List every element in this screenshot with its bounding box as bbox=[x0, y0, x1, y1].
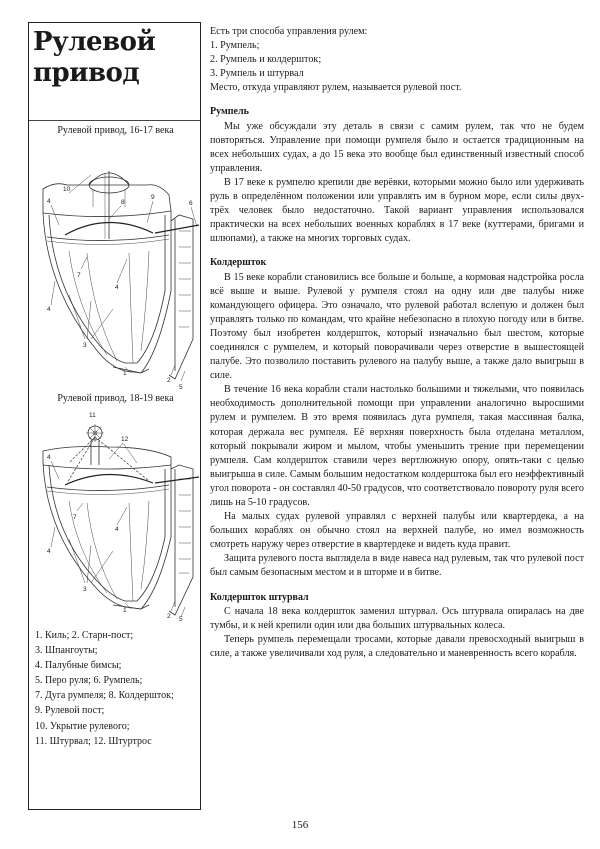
figure2-numbers bbox=[47, 412, 183, 622]
sidebar-title-line2: привод bbox=[33, 58, 140, 88]
paragraph: Теперь румпель перемещали тросами, которые давали превосходный выигрыш в силе, а также увеличивали ход руля, а следовательно и маневренность всего корабля. bbox=[210, 633, 584, 659]
paragraph: Защита рулевого поста выглядела в виде навеса над рулевым, так что рулевой пост был самым безопасным местом и в шторме и в битве. bbox=[210, 553, 584, 579]
fig1-label-6: 6 bbox=[189, 200, 193, 207]
figure1-steering-diagram bbox=[29, 141, 202, 391]
fig1-label-8: 8 bbox=[121, 199, 125, 206]
legend-row: 10. Укрытие рулевого; bbox=[35, 720, 130, 732]
fig2-label-1: 1 bbox=[123, 607, 127, 614]
fig2-label-11: 11 bbox=[89, 412, 96, 419]
fig2-label-4a: 4 bbox=[47, 454, 51, 461]
fig1-label-4a: 4 bbox=[47, 198, 51, 205]
figure2-caption: Рулевой привод, 18-19 века bbox=[57, 393, 174, 404]
fig2-label-4b: 4 bbox=[115, 526, 119, 533]
paragraph: С начала 18 века колдершток заменил штурвал. Ось штурвала опиралась на две тумбы, и к ней крепили один или два больших штурвальных колеса. bbox=[210, 605, 584, 631]
method-item: 3. Румпель и штурвал bbox=[210, 68, 304, 80]
fig2-label-7: 7 bbox=[73, 514, 77, 521]
section-heading-tiller: Румпель bbox=[210, 106, 249, 118]
fig2-label-4c: 4 bbox=[47, 548, 51, 555]
sidebar-title bbox=[33, 27, 198, 89]
page-number: 156 bbox=[291, 819, 309, 831]
paragraph: В течение 16 века корабли стали настолько большими и тяжелыми, что появилась необходимость дополнительной помощи при управлении аналогично выросшими рулем и румпелем. В это время появилась дуга румпеля, такая массивная балка, которая держала вес румпеля. Её верхняя поверхность была отделана металлом, который покрывали жиром и мылом, чтобы уменьшить трение при перемещении румпеля. Сам колдершток ставили через вертлюжную опору, опять-таки с целью выигрыша в силе. Самым большим недостатком колдерштока был его неэффективный угол поворота - он составлял 40-50 градусов, что соответствовало повороту руля всего лишь на 5-10 градусов. bbox=[210, 384, 584, 508]
fig1-label-5: 5 bbox=[179, 384, 183, 391]
legend-row: 4. Палубные бимсы; bbox=[35, 660, 122, 672]
sidebar-box bbox=[28, 22, 201, 810]
post-note: Место, откуда управляют рулем, называется рулевой пост. bbox=[210, 82, 462, 94]
fig1-label-10: 10 bbox=[63, 186, 71, 193]
paragraph: В 15 веке корабли становились все больше и больше, а кормовая надстройка росла всё выше и выше. Рулевой у румпеля стоял на одну или две палубы ниже командующего офицера. Это означало, что рулевой работал вслепую и должен был управлять только по командам, что крайне небезопасно в плохую погоду или в битве. Поэтому был изобретен колдершток, который изначально был шестом, которые соединялся с румпелем, и который поворачивали через отверстие в вышестоящей палубе. Это позволило поставить рулевого на палубу выше, а также дало выигрыш в силе. bbox=[210, 271, 584, 382]
method-item: 1. Румпель; bbox=[210, 40, 260, 52]
paragraph: На малых судах рулевой управлял с верхней палубы или квартердека, а на больших кораблях он обычно стоял на верхней палубе, но имел возможность смотреть наружу через отверстие в квартердеке и видеть куда правит. bbox=[210, 511, 584, 551]
article-column bbox=[210, 25, 584, 661]
figure1-caption: Рулевой привод, 16-17 века bbox=[57, 125, 174, 136]
article-intro: Есть три способа управления рулем: bbox=[210, 26, 368, 37]
fig2-label-3: 3 bbox=[83, 586, 87, 593]
fig1-label-7: 7 bbox=[77, 272, 81, 279]
section-heading-wheel: Колдершток штурвал bbox=[210, 591, 309, 603]
method-item: 2. Румпель и колдершток; bbox=[210, 54, 322, 66]
fig1-label-3: 3 bbox=[83, 342, 87, 349]
fig1-label-4b: 4 bbox=[115, 284, 119, 291]
sidebar-title-line1: Рулевой bbox=[33, 27, 156, 57]
fig1-label-4c: 4 bbox=[47, 306, 51, 313]
paragraph: В 17 веке к румпелю крепили две верёвки, которыми можно было или удерживать руль в определённом положении или управлять им в бурном море, если силы двух-трёх человек было недостаточно. Такой вариант управления использовался практически на всех небольших военных кораблях в 17 веке (куттерами, бригами и шлюпами), а также на многих торговых судах. bbox=[210, 176, 584, 245]
figure2-steering-diagram bbox=[29, 407, 202, 622]
fig1-label-9: 9 bbox=[151, 194, 155, 201]
fig1-label-1: 1 bbox=[123, 370, 127, 377]
legend-row: 3. Шпангоуты; bbox=[35, 645, 98, 657]
legend-row: 1. Киль; 2. Старн-пост; bbox=[35, 630, 134, 641]
fig2-label-2: 2 bbox=[167, 613, 171, 620]
figure-legend bbox=[35, 628, 200, 749]
fig2-label-12: 12 bbox=[121, 436, 129, 443]
fig2-label-5: 5 bbox=[179, 616, 183, 622]
section-heading-whipstaff: Колдершток bbox=[210, 257, 267, 269]
legend-row: 7. Дуга румпеля; 8. Колдершток; bbox=[35, 690, 174, 702]
legend-row: 9. Рулевой пост; bbox=[35, 705, 105, 717]
legend-row: 5. Перо руля; 6. Румпель; bbox=[35, 675, 143, 687]
sidebar-divider bbox=[29, 120, 200, 121]
legend-row: 11. Штурвал; 12. Штуртрос bbox=[35, 735, 152, 747]
figure2-hull bbox=[43, 424, 199, 615]
paragraph: Мы уже обсуждали эту деталь в связи с самим рулем, так что не будем повторяться. Управление при помощи румпеля было и остается традиционным на всех небольших судах, а до 15 века это вообще был единственный известный способ управления. bbox=[210, 120, 584, 174]
fig1-label-2: 2 bbox=[167, 377, 171, 384]
